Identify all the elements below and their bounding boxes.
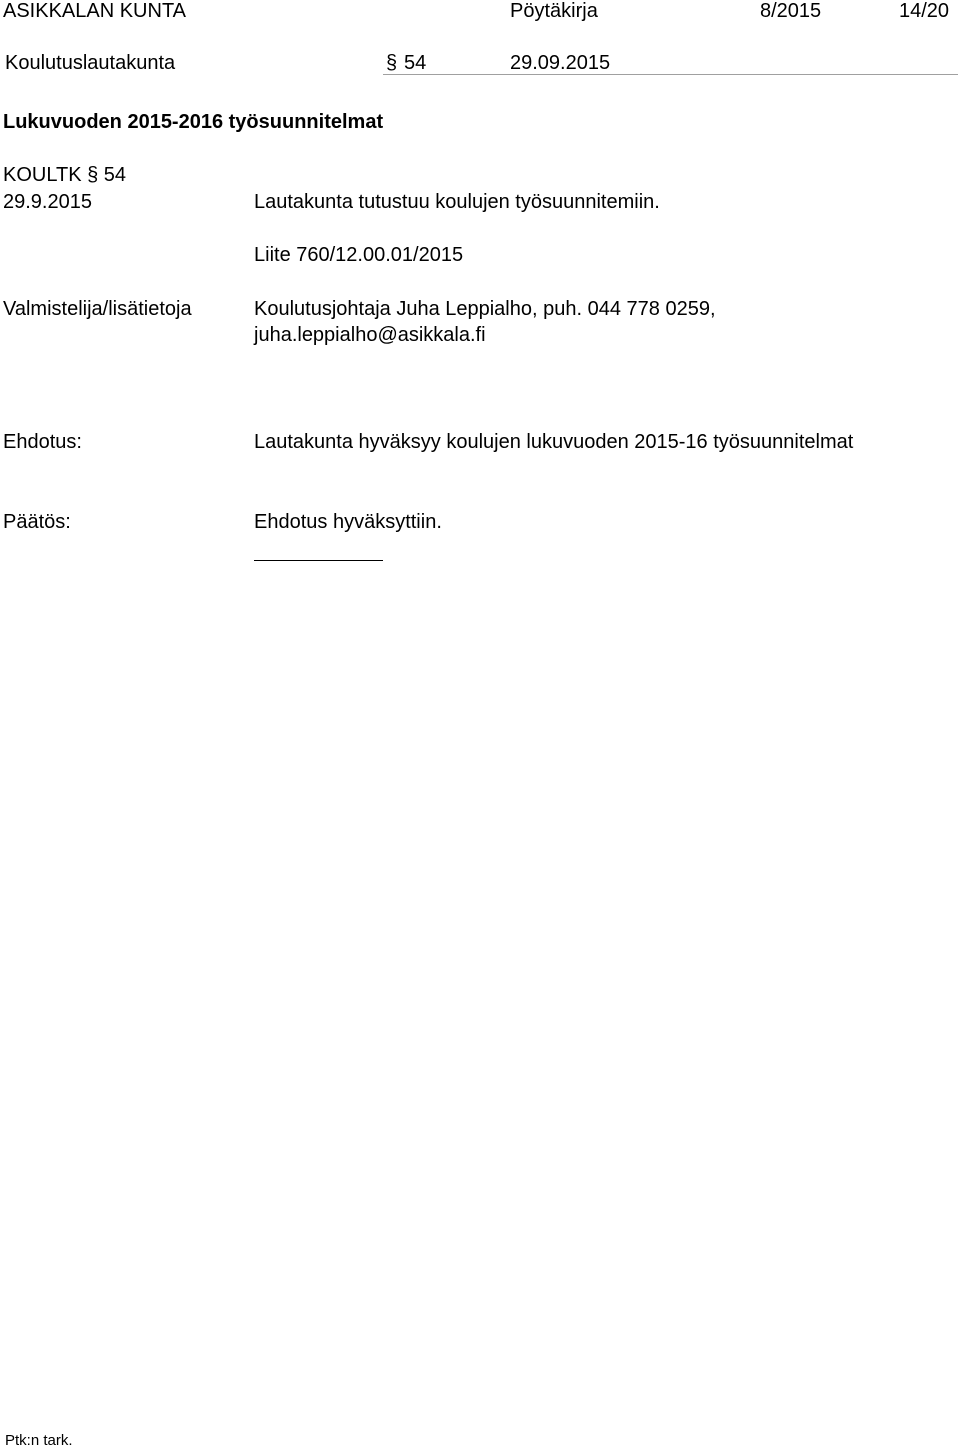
page-number: 14/20 (899, 0, 950, 22)
preparer-email: juha.leppialho@asikkala.fi (254, 324, 486, 346)
organization-name: ASIKKALAN KUNTA (3, 0, 187, 22)
reference-number: 54 (103, 164, 127, 186)
entry-date: 29.9.2015 (3, 191, 92, 213)
proposal-text: Lautakunta hyväksyy koulujen lukuvuoden 2015-16 työsuunnitelmat (254, 431, 854, 453)
proposal-label: Ehdotus: (3, 431, 82, 453)
decision-label: Päätös: (3, 511, 71, 533)
reference-section-symbol: § (87, 164, 99, 186)
preparer-contact: Koulutusjohtaja Juha Leppialho, puh. 044 778 0259, (254, 298, 716, 320)
page-title: Lukuvuoden 2015-2016 työsuunnitelmat (3, 111, 384, 133)
header-divider (383, 74, 958, 75)
signature-line (254, 560, 383, 561)
document-type: Pöytäkirja (510, 0, 598, 22)
reference-line (3, 163, 126, 187)
attachment-reference: Liite 760/12.00.01/2015 (254, 244, 464, 266)
decision-text: Ehdotus hyväksyttiin. (254, 511, 442, 533)
reference-label: KOULTK (3, 164, 82, 186)
board-name: Koulutuslautakunta (5, 52, 176, 74)
preparer-label: Valmistelija/lisätietoja (3, 298, 192, 320)
entry-text: Lautakunta tutustuu koulujen työsuunnitemiin. (254, 191, 660, 213)
section-symbol: § (386, 52, 398, 74)
meeting-date: 29.09.2015 (510, 52, 611, 74)
document-number: 8/2015 (760, 0, 822, 22)
section-number: 54 (404, 52, 427, 74)
minutes-check-label: Ptk:n tark. (5, 1432, 73, 1449)
